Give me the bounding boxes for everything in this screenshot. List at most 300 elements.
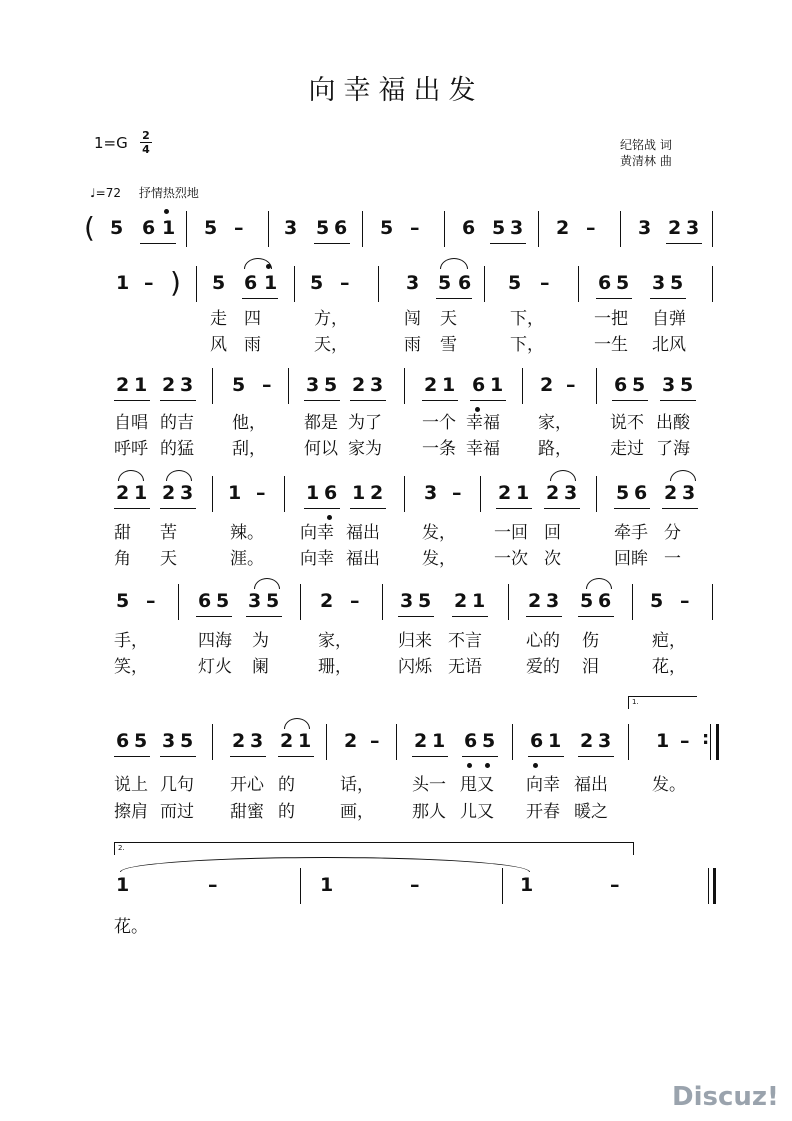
lyric: 向幸 <box>526 775 560 795</box>
note: 3 <box>686 217 700 239</box>
lyric: 回 <box>544 523 561 543</box>
lyrics-line-3a <box>0 408 792 432</box>
time-signature <box>140 130 152 155</box>
lyric: 擦肩 <box>114 802 148 822</box>
lyric: 归来 <box>398 631 432 651</box>
final-barline <box>713 868 716 904</box>
note: 6 <box>244 272 258 294</box>
dash: – <box>350 590 360 612</box>
note: 3 <box>546 590 560 612</box>
lyrics-line-5a <box>0 626 792 650</box>
lyric: 向幸 <box>300 523 334 543</box>
note: 3 <box>162 730 176 752</box>
slur <box>244 258 272 269</box>
lyric: 家， <box>538 413 572 433</box>
lyric: 分 <box>664 523 681 543</box>
note: 2 <box>162 374 176 396</box>
lyric: 回眸 <box>614 549 648 569</box>
lyric: 刮， <box>232 439 266 459</box>
underline <box>160 756 196 757</box>
barline <box>212 476 213 512</box>
note: 6 <box>530 730 544 752</box>
lyric: 几句 <box>160 775 194 795</box>
dash: – <box>680 730 690 752</box>
lyric: 都是 <box>304 413 338 433</box>
note: 3 <box>510 217 524 239</box>
dash: – <box>540 272 550 294</box>
open-paren: ( <box>84 211 95 244</box>
note: 1 <box>134 374 148 396</box>
lyric: 四海 <box>198 631 232 651</box>
dash: – <box>680 590 690 612</box>
note: 3 <box>598 730 612 752</box>
lyric: 幸福 <box>466 413 500 433</box>
underline <box>614 508 650 509</box>
watermark-logo: Discuz! <box>672 1082 779 1112</box>
barline <box>300 868 301 904</box>
note: 1 <box>516 482 530 504</box>
low-octave-dot <box>533 763 538 768</box>
barline <box>186 211 187 247</box>
lyric: 开心 <box>230 775 264 795</box>
dash: – <box>452 482 462 504</box>
time-signature-top: 2 <box>142 129 150 142</box>
dash: – <box>340 272 350 294</box>
lyric: 闯 <box>404 309 421 329</box>
note: 1 <box>320 874 334 896</box>
barline <box>508 584 509 620</box>
lyric: 说不 <box>610 413 644 433</box>
note: 2 <box>116 374 130 396</box>
lyric: 北风 <box>652 335 686 355</box>
barline <box>294 266 295 302</box>
repeat-dots: : <box>702 728 710 749</box>
lyric: 那人 <box>412 802 446 822</box>
underline <box>350 400 386 401</box>
note: 6 <box>598 590 612 612</box>
note: 3 <box>424 482 438 504</box>
note: 3 <box>180 374 194 396</box>
slur <box>670 470 696 481</box>
dash: – <box>410 874 420 896</box>
note: 5 <box>116 590 130 612</box>
dash: – <box>410 217 420 239</box>
barline <box>596 368 597 404</box>
barline <box>288 368 289 404</box>
lyric: 手， <box>114 631 148 651</box>
volta-2-label: 2. <box>118 844 125 852</box>
note: 2 <box>540 374 554 396</box>
note: 3 <box>564 482 578 504</box>
note: 5 <box>418 590 432 612</box>
note: 1 <box>656 730 670 752</box>
underline <box>196 616 232 617</box>
underline <box>114 400 150 401</box>
lyric: 灯火 <box>198 657 232 677</box>
lyric: 自唱 <box>114 413 148 433</box>
barline <box>404 368 405 404</box>
lyric: 雪 <box>440 335 457 355</box>
note: 2 <box>546 482 560 504</box>
barline <box>212 368 213 404</box>
lyric: 涯。 <box>230 549 264 569</box>
note: 2 <box>116 482 130 504</box>
note: 3 <box>180 482 194 504</box>
lyric: 为 <box>252 631 269 651</box>
note: 5 <box>580 590 594 612</box>
lyric: 家， <box>318 631 352 651</box>
note: 5 <box>680 374 694 396</box>
note: 2 <box>580 730 594 752</box>
barline <box>484 266 485 302</box>
dash: – <box>256 482 266 504</box>
note: 2 <box>664 482 678 504</box>
lyric: 甩又 <box>460 775 494 795</box>
underline <box>160 508 196 509</box>
barline <box>480 476 481 512</box>
note: 5 <box>650 590 664 612</box>
volta-2-bracket <box>114 842 634 855</box>
note: 3 <box>250 730 264 752</box>
repeat-barline <box>716 724 719 760</box>
underline <box>526 616 562 617</box>
slur <box>118 470 144 481</box>
underline <box>660 400 696 401</box>
close-paren: ) <box>170 266 181 299</box>
lyric: 角 <box>114 549 131 569</box>
lyric: 的 <box>278 775 295 795</box>
underline <box>544 508 580 509</box>
barline <box>326 724 327 760</box>
barline <box>362 211 363 247</box>
dash: – <box>566 374 576 396</box>
song-title: 向幸福出发 <box>308 75 484 106</box>
lyric: 走过 <box>610 439 644 459</box>
note: 3 <box>682 482 696 504</box>
barline <box>404 476 405 512</box>
underline <box>462 756 498 757</box>
note: 3 <box>284 217 298 239</box>
underline <box>242 298 278 299</box>
lyric: 向幸 <box>300 549 334 569</box>
underline <box>422 400 458 401</box>
lyric: 路， <box>538 439 572 459</box>
dash: – <box>208 874 218 896</box>
note: 5 <box>110 217 124 239</box>
note: 5 <box>616 482 630 504</box>
note: 6 <box>464 730 478 752</box>
barline <box>378 266 379 302</box>
barline <box>212 724 213 760</box>
note: 1 <box>298 730 312 752</box>
lyric: 牵手 <box>614 523 648 543</box>
underline <box>662 508 698 509</box>
volta-1-label: 1. <box>632 698 639 706</box>
lyric: 心的 <box>526 631 560 651</box>
note: 5 <box>380 217 394 239</box>
barline <box>396 724 397 760</box>
note: 5 <box>316 217 330 239</box>
note: 6 <box>634 482 648 504</box>
lyric: 暖之 <box>574 802 608 822</box>
underline <box>452 616 488 617</box>
underline <box>578 756 614 757</box>
lyric: 泪 <box>582 657 599 677</box>
lyric: 一次 <box>494 549 528 569</box>
lyric: 闪烁 <box>398 657 432 677</box>
barline <box>512 724 513 760</box>
note: 5 <box>632 374 646 396</box>
lyric: 阑 <box>252 657 269 677</box>
slur <box>254 578 280 589</box>
lyric: 发。 <box>652 775 686 795</box>
lyric: 伤 <box>582 631 599 651</box>
note: 5 <box>492 217 506 239</box>
lyric: 花， <box>652 657 686 677</box>
underline <box>350 508 386 509</box>
barline <box>196 266 197 302</box>
barline <box>382 584 383 620</box>
lyric: 头一 <box>412 775 446 795</box>
lyric: 儿又 <box>460 802 494 822</box>
staff-system-3 <box>0 364 792 408</box>
note: 3 <box>306 374 320 396</box>
lyric: 下， <box>510 309 544 329</box>
underline <box>528 756 564 757</box>
lyrics-line-6a <box>0 770 792 794</box>
lyric: 爱的 <box>526 657 560 677</box>
dash: – <box>370 730 380 752</box>
note: 1 <box>548 730 562 752</box>
tempo-value: ♩=72 <box>90 186 121 200</box>
underline <box>412 756 448 757</box>
underline <box>596 298 632 299</box>
underline <box>278 756 314 757</box>
barline <box>502 868 503 904</box>
barline <box>628 724 629 760</box>
lyrics-line-5b <box>0 652 792 676</box>
note: 6 <box>462 217 476 239</box>
underline <box>230 756 266 757</box>
lyric: 他， <box>232 413 266 433</box>
lyric: 开春 <box>526 802 560 822</box>
lyric: 一个 <box>422 413 456 433</box>
note: 1 <box>264 272 278 294</box>
staff-system-2 <box>0 262 792 306</box>
lyric: 幸福 <box>466 439 500 459</box>
lyrics-line-3b <box>0 434 792 458</box>
note: 6 <box>198 590 212 612</box>
lyric: 方， <box>314 309 348 329</box>
note: 6 <box>142 217 156 239</box>
note: 6 <box>458 272 472 294</box>
barline <box>178 584 179 620</box>
barline <box>284 476 285 512</box>
lyric: 无语 <box>448 657 482 677</box>
tempo-marking <box>90 184 213 201</box>
note: 5 <box>216 590 230 612</box>
underline <box>114 508 150 509</box>
underline <box>246 616 282 617</box>
lyric: 画， <box>340 802 374 822</box>
lyric: 了海 <box>656 439 690 459</box>
dash: – <box>234 217 244 239</box>
underline <box>304 508 340 509</box>
note: 2 <box>668 217 682 239</box>
staff-system-1 <box>0 207 792 251</box>
note: 3 <box>662 374 676 396</box>
lyric: 一 <box>664 549 681 569</box>
note: 1 <box>432 730 446 752</box>
dash: – <box>144 272 154 294</box>
lyrics-line-2b <box>0 330 792 354</box>
lyric: 天， <box>314 335 348 355</box>
dash: – <box>146 590 156 612</box>
underline <box>436 298 472 299</box>
note: 5 <box>438 272 452 294</box>
note: 1 <box>162 217 176 239</box>
barline <box>712 584 713 620</box>
lyric: 福出 <box>346 549 380 569</box>
lyric: 雨 <box>404 335 421 355</box>
underline <box>470 400 506 401</box>
note: 3 <box>370 374 384 396</box>
barline <box>578 266 579 302</box>
note: 5 <box>670 272 684 294</box>
note: 5 <box>482 730 496 752</box>
barline <box>712 211 713 247</box>
note: 1 <box>116 272 130 294</box>
note: 2 <box>344 730 358 752</box>
note: 1 <box>472 590 486 612</box>
lyrics-line-4b <box>0 544 792 568</box>
note: 5 <box>232 374 246 396</box>
dash: – <box>262 374 272 396</box>
note: 1 <box>306 482 320 504</box>
high-octave-dot <box>164 209 169 214</box>
note: 2 <box>320 590 334 612</box>
lyrics-line-7 <box>0 912 792 936</box>
lyric: 辣。 <box>230 523 264 543</box>
lyric: 一把 <box>594 309 628 329</box>
lyric: 次 <box>544 549 561 569</box>
note: 2 <box>424 374 438 396</box>
note: 6 <box>116 730 130 752</box>
lyric: 福出 <box>574 775 608 795</box>
note: 5 <box>180 730 194 752</box>
underline <box>496 508 532 509</box>
lyric: 而过 <box>160 802 194 822</box>
underline <box>160 400 196 401</box>
lyric: 呼呼 <box>114 439 148 459</box>
low-octave-dot <box>467 763 472 768</box>
note: 1 <box>134 482 148 504</box>
note: 2 <box>232 730 246 752</box>
note: 3 <box>406 272 420 294</box>
slur <box>166 470 192 481</box>
underline <box>304 400 340 401</box>
staff-system-4 <box>0 472 792 516</box>
credits <box>620 137 672 169</box>
note: 1 <box>352 482 366 504</box>
lyric: 花。 <box>114 917 148 937</box>
barline <box>710 724 711 760</box>
note: 2 <box>414 730 428 752</box>
barline <box>538 211 539 247</box>
lyric: 珊， <box>318 657 352 677</box>
note: 2 <box>370 482 384 504</box>
note: 6 <box>472 374 486 396</box>
lyric: 一条 <box>422 439 456 459</box>
note: 1 <box>116 874 130 896</box>
note: 6 <box>614 374 628 396</box>
lyric: 雨 <box>244 335 261 355</box>
time-signature-bottom: 4 <box>142 143 150 156</box>
underline <box>140 243 176 244</box>
note: 5 <box>212 272 226 294</box>
note: 1 <box>228 482 242 504</box>
note: 2 <box>454 590 468 612</box>
dash: – <box>610 874 620 896</box>
lyric: 何以 <box>304 439 338 459</box>
note: 5 <box>616 272 630 294</box>
lyrics-line-4a <box>0 518 792 542</box>
note: 2 <box>162 482 176 504</box>
slur <box>550 470 576 481</box>
note: 5 <box>134 730 148 752</box>
underline <box>578 616 614 617</box>
barline <box>522 368 523 404</box>
note: 2 <box>528 590 542 612</box>
note: 5 <box>266 590 280 612</box>
lyric: 四 <box>244 309 261 329</box>
note: 2 <box>280 730 294 752</box>
lyric: 说上 <box>114 775 148 795</box>
expression-marking: 抒情热烈地 <box>138 186 199 200</box>
dash: – <box>586 217 596 239</box>
barline <box>632 584 633 620</box>
underline <box>666 243 702 244</box>
lyric: 下， <box>510 335 544 355</box>
lyric: 天 <box>160 549 177 569</box>
lyric: 不言 <box>448 631 482 651</box>
lyric: 笑， <box>114 657 148 677</box>
barline <box>268 211 269 247</box>
underline <box>612 400 648 401</box>
lyric: 风 <box>210 335 227 355</box>
barline <box>444 211 445 247</box>
lyric: 的猛 <box>160 439 194 459</box>
staff-system-7 <box>0 864 792 908</box>
underline <box>650 298 686 299</box>
barline <box>712 266 713 302</box>
volta-1-bracket <box>628 696 697 709</box>
barline <box>708 868 709 904</box>
note: 2 <box>352 374 366 396</box>
underline <box>490 243 526 244</box>
note: 5 <box>204 217 218 239</box>
lyric: 甜 <box>114 523 131 543</box>
lyric: 一生 <box>594 335 628 355</box>
note: 5 <box>508 272 522 294</box>
underline <box>398 616 434 617</box>
note: 5 <box>324 374 338 396</box>
note: 2 <box>556 217 570 239</box>
note: 3 <box>652 272 666 294</box>
lyric: 自弹 <box>652 309 686 329</box>
lyric: 甜蜜 <box>230 802 264 822</box>
note: 1 <box>490 374 504 396</box>
